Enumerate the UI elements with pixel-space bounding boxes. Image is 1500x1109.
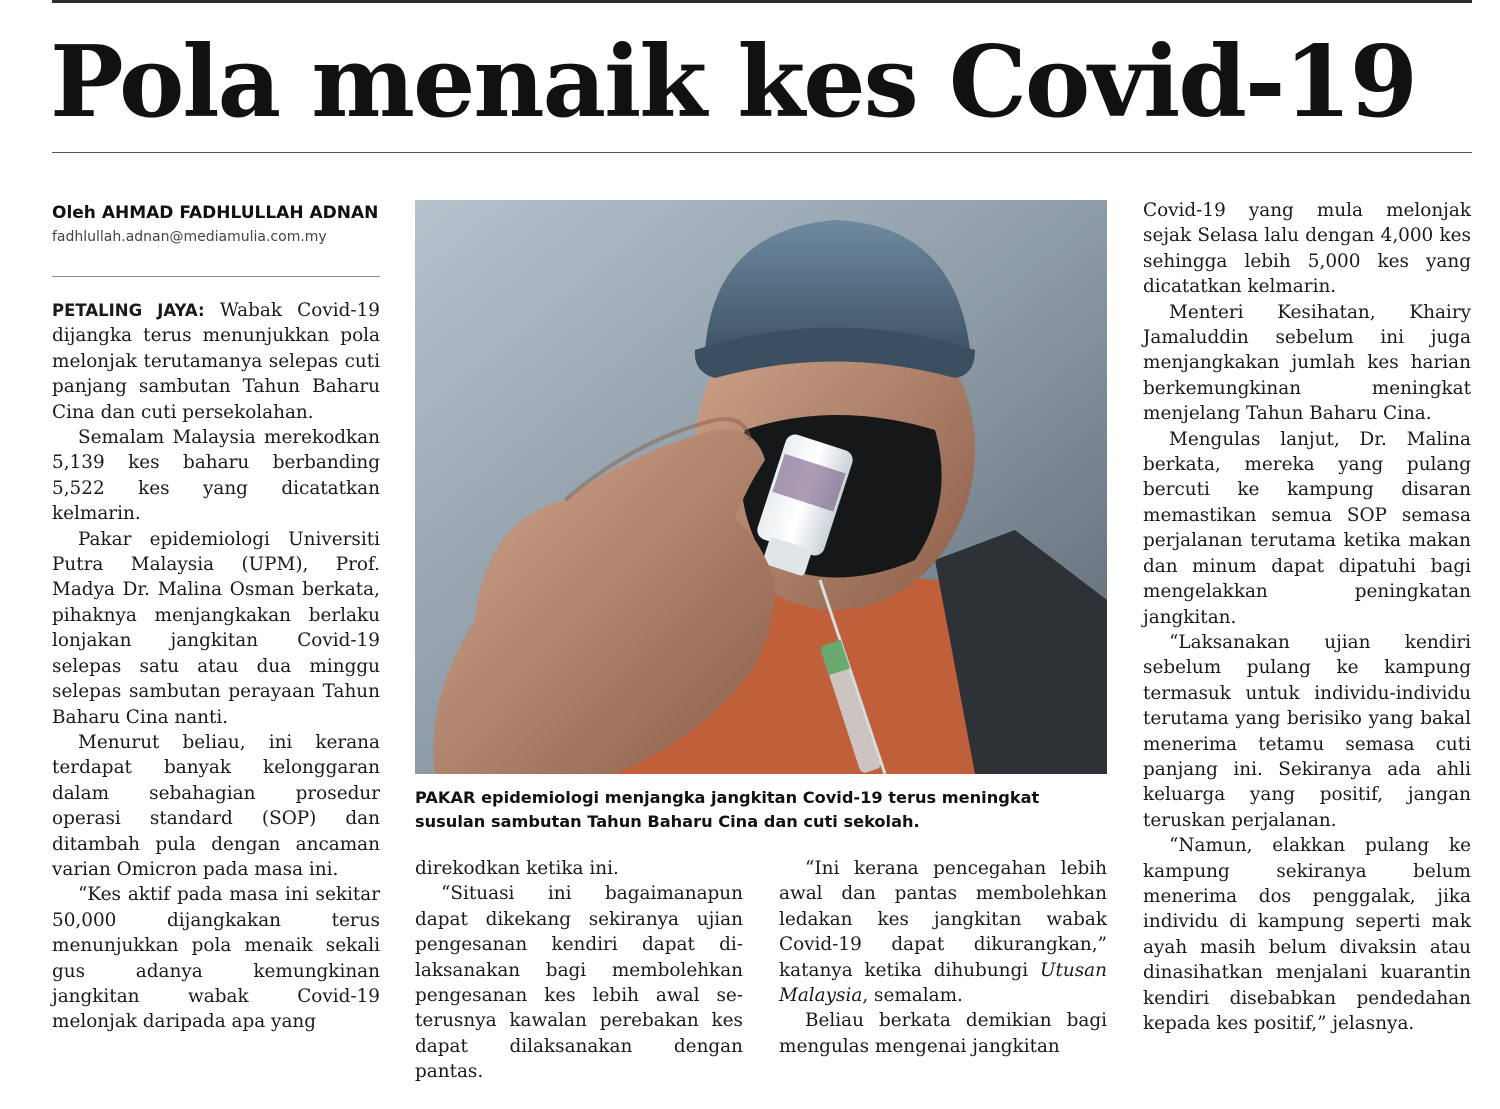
byline-email: fadhlullah.adnan@mediamulia.com.my: [52, 229, 327, 245]
paragraph: Mengulas lanjut, Dr. Malina berkata, mereka yang pulang bercuti ke kampung disaran memastikan semua SOP semasa perjalanan terutama ketika makan dan minum dapat dipatuhi bagi mengelakkan peningkatan jangkitan.: [1143, 428, 1471, 628]
publication-name: Utusan Malaysia: [779, 959, 1107, 1007]
vaccine-syringe-photo: [415, 200, 1107, 774]
byline-author: Oleh AHMAD FADHLULLAH ADNAN: [52, 203, 379, 223]
paragraph: Covid-19 yang mula melonjak sejak Selasa lalu dengan 4,000 kes sehingga lebih 5,000 kes yang dicatatkan kelmarin.: [1143, 200, 1471, 298]
paragraph: “Kes aktif pada masa ini sekitar 50,000 dijangkakan terus menunjukkan pola menaik sekali gus adanya kemungkinan jangkitan wabak Covid-19 melonjak daripada apa yang: [52, 884, 380, 1033]
paragraph: Semalam Malaysia merekodkan 5,139 kes baharu berbanding 5,522 kes yang dicatatkan kelmarin.: [52, 427, 380, 525]
article-column-2: [415, 856, 743, 1085]
article-column-1: [52, 298, 380, 1035]
paragraph: Menurut beliau, ini kerana terdapat banyak kelonggaran dalam sebahagian prosedur operasi standard (SOP) dan ditambah pula dengan ancaman varian Omicron pada masa ini.: [52, 731, 380, 880]
article-column-3: [779, 856, 1107, 1059]
article-column-4: [1143, 198, 1471, 1036]
paragraph: “Namun, elakkan pulang ke kampung sekiranya belum menerima dos penggalak, jika individu di kampung seperti mak ayah masih belum divaksin atau dinasihatkan menjalani kuarantin kendiri disebabkan pendedahan kepada kes positif,” jelasnya.: [1143, 835, 1471, 1034]
top-rule: [52, 0, 1472, 3]
byline: [52, 202, 382, 247]
headline: Pola menaik kes Covid-19: [50, 25, 1416, 140]
paragraph-text: , semalam.: [862, 985, 963, 1007]
paragraph: “Situasi ini bagaimanapun dapat dikekang sekiranya ujian pengesanan kendiri dapat dilaksanakan bagi membolehkan pengesanan kes lebih awal seterusnya kawalan perebakan kes dapat dilaksanakan dengan pantas.: [415, 883, 743, 1083]
paragraph: Menteri Kesihatan, Khairy Jamaluddin sebelum ini juga menjangkakan jumlah kes harian berkemungkinan meningkat menjelang Tahun Baharu Cina.: [1143, 301, 1471, 425]
paragraph: “Laksanakan ujian kendiri sebelum pulang ke kampung termasuk untuk individu-individu terutama yang berisiko yang bakal menerima tetamu semasa cuti panjang ini. Sekiranya ada ahli keluarga yang positif, jangan teruskan perjalanan.: [1143, 631, 1471, 831]
paragraph-text: Wabak Covid-19 dijangka terus menunjukkan pola melonjak terutamanya selepas cuti panjang sambutan Tahun Baharu Cina dan cuti persekolahan.: [52, 300, 380, 423]
paragraph: Pakar epidemiologi Universiti Putra Malaysia (UPM), Prof. Madya Dr. Malina Osman berkata, pihaknya menjangkakan berlaku lonjakan jangkitan Covid-19 selepas satu atau dua minggu selepas sambutan perayaan Tahun Baharu Cina nanti.: [52, 528, 380, 728]
paragraph: Beliau berkata demikian bagi mengulas mengenai jangkitan: [779, 1010, 1107, 1057]
photo-illustration: [415, 200, 1107, 774]
headline-rule: [52, 152, 1472, 153]
paragraph-text: “Ini kerana pencegahan lebih awal dan pantas membolehkan ledakan kes jangkitan wabak Covid-19 dapat dikurangkan,” katanya ketika dihubungi: [779, 858, 1107, 981]
photo-caption: PAKAR epidemiologi menjangka jangkitan Covid-19 terus meningkat susulan sambutan Tahun Baharu Cina dan cuti sekolah.: [415, 788, 1040, 831]
paragraph: [779, 856, 1107, 1008]
dateline: PETALING JAYA:: [52, 301, 205, 320]
paragraph: [52, 298, 380, 425]
paragraph: direkodkan ketika ini.: [415, 858, 619, 879]
byline-rule: [52, 276, 380, 277]
